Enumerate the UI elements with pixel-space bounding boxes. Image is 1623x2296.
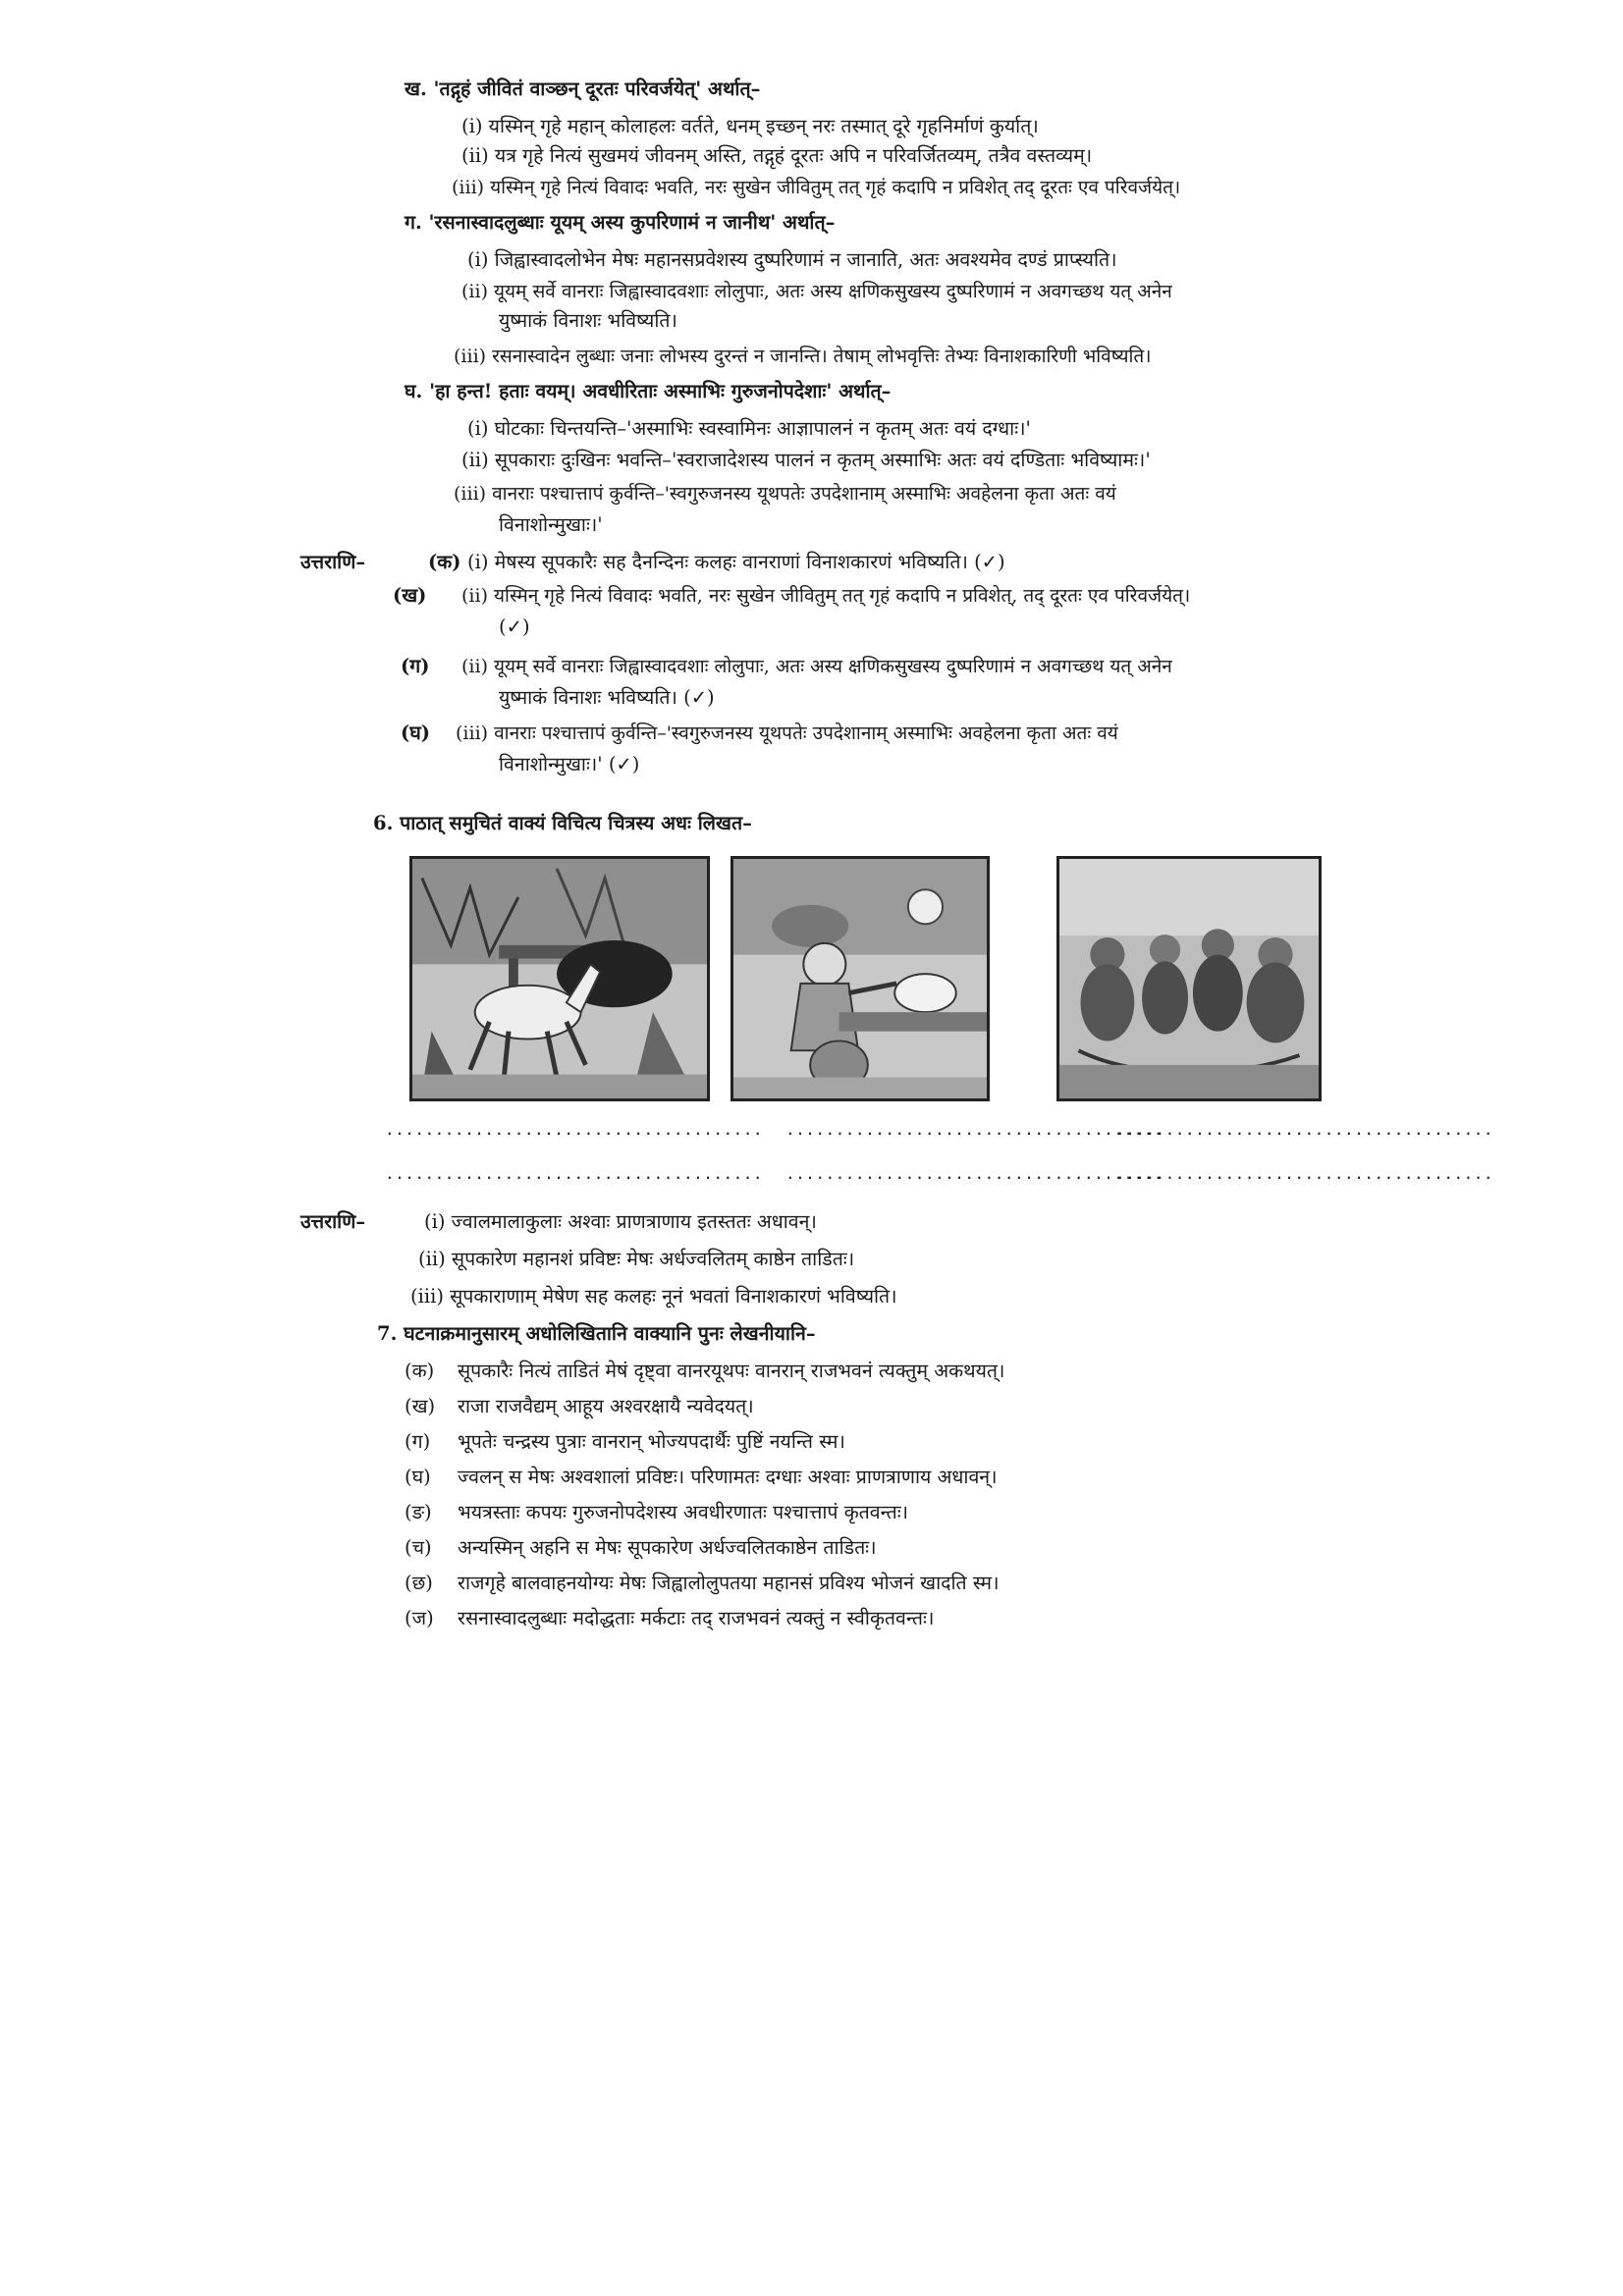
q7-item-tag: (ग) [405,1430,431,1453]
answer-text: (✓) [499,615,530,638]
horses-fleeing-fire-image [409,856,710,1101]
q5-kha-option: (i) यस्मिन् गृहे महान् कोलाहलः वर्तते, धनम् इच्छन् नरः तस्मात् दूरे गृहनिर्माणं कुर्यात्। [461,115,1039,137]
q7-item-tag: (क) [405,1360,435,1382]
q7-item-tag: (ख) [405,1395,436,1417]
q5-kha-heading: ख. 'तद्गृहं जीवितं वाञ्छन् दूरतः परिवर्जयेत्' अर्थात्– [405,78,761,100]
q7-item-tag: (छ) [405,1572,433,1594]
answer-blank-line: ...................................... [1115,1164,1494,1183]
q5-ga-option: (iii) रसनास्वादेन लुब्धाः जनाः लोभस्य दुरन्तं न जानन्ति। तेषाम् लोभवृत्तिः तेभ्यः विनाशकारिणी भविष्यति। [454,346,1152,367]
answers-label: उत्तराणि– [300,551,366,573]
answer-text: (ii) यूयम् सर्वे वानराः जिह्वास्वादवशाः लोलुपाः, अतः अस्य क्षणिकसुखस्य दुष्परिणामं न अवगच्छथ यत् अनेन [461,656,1172,677]
q5-kha-option: (iii) यस्मिन् गृहे नित्यं विवादः भवति, नरः सुखेन जीवितुम् तत् गृहं कदापि न प्रविशेत् तद् दूरतः एव परिवर्जयेत्। [452,177,1181,198]
q5-gha-option: (i) घोटकाः चिन्तयन्ति–'अस्माभिः स्वस्वामिनः आज्ञापालनं न कृतम् अतः वयं दग्धाः।' [467,417,1031,440]
q5-gha-option: विनाशोन्मुखाः।' [499,513,603,536]
monkeys-group-image [1056,856,1322,1101]
q6-heading: 6. पाठात् समुचितं वाक्यं विचित्य चित्रस्य अधः लिखत– [373,812,752,834]
answer-blank-line: ...................................... [785,1164,1164,1183]
answer-text: (ii) यस्मिन् गृहे नित्यं विवादः भवति, नरः सुखेन जीवितुम् तत् गृहं कदापि न प्रविशेत्, तद् दूरतः एव परिवर्जयेत्। [461,585,1191,607]
q7-item-text: रसनास्वादलुब्धाः मदोद्धताः मर्कटाः तद् राजभवनं त्यक्तुं न स्वीकृतवन्तः। [458,1607,935,1629]
q7-item-text: अन्यस्मिन् अहनि स मेषः सूपकारेण अर्धज्वलितकाष्ठेन ताडितः। [458,1536,877,1559]
q5-kha-option: (ii) यत्र गृहे नित्यं सुखमयं जीवनम् अस्ति, तद्गृहं दूरतः अपि न परिवर्जितव्यम्, तत्रैव वस्तव्यम्। [461,144,1093,167]
cook-striking-ram-image [730,856,990,1101]
q7-item-text: राजगृहे बालवाहनयोग्यः मेषः जिह्वालोलुपतया महानसं प्रविश्य भोजनं खादति स्म। [458,1572,1000,1594]
answer-text: (iii) सूपकाराणाम् मेषेण सह कलहः नूनं भवतां विनाशकारणं भविष्यति। [410,1285,897,1308]
q7-item-tag: (घ) [405,1466,431,1488]
q5-ga-option: (i) जिह्वास्वादलोभेन मेषः महानसप्रवेशस्य दुष्परिणामं न जानाति, अतः अवश्यमेव दण्डं प्राप्स्यति। [467,248,1117,271]
answer-blank-line: ...................................... [785,1120,1164,1139]
q7-heading: 7. घटनाक्रमानुसारम् अधोलिखितानि वाक्यानि पुनः लेखनीयानि– [377,1322,816,1345]
answer-text: (i) मेषस्य सूपकारैः सह दैनन्दिनः कलहः वानराणां विनाशकारणं भविष्यति। (✓) [467,551,1005,573]
q7-item-tag: (ङ) [405,1501,432,1523]
q5-ga-option: (ii) यूयम् सर्वे वानराः जिह्वास्वादवशाः लोलुपाः, अतः अस्य क्षणिकसुखस्य दुष्परिणामं न अवगच्छथ यत् अनेन [461,281,1172,302]
q7-item-tag: (ज) [405,1607,434,1629]
answer-blank-line: ...................................... [385,1164,764,1183]
q5-gha-heading: घ. 'हा हन्त! हताः वयम्। अवधीरिताः अस्माभिः गुरुजनोपदेशाः' अर्थात्– [405,380,892,402]
answer-text: (iii) वानराः पश्चात्तापं कुर्वन्ति–'स्वगुरुजनस्य यूथपतेः उपदेशानाम् अस्माभिः अवहेलना कृता अतः वयं [456,722,1118,744]
answer-tag: (घ) [401,721,430,744]
answer-blank-line: ...................................... [1115,1120,1494,1139]
q5-ga-heading: ग. 'रसनास्वादलुब्धाः यूयम् अस्य कुपरिणामं न जानीथ' अर्थात्– [405,211,836,234]
answers-label: उत्तराणि– [300,1210,366,1233]
answer-text: (ii) सूपकारेण महानशं प्रविष्टः मेषः अर्धज्वलितम् काष्ठेन ताडितः। [418,1248,855,1270]
q5-ga-option: युष्माकं विनाशः भविष्यति। [499,309,677,332]
q7-item-text: राजा राजवैद्यम् आहूय अश्वरक्षायै न्यवेदयत्। [458,1395,754,1417]
answer-text: युष्माकं विनाशः भविष्यति। (✓) [499,686,715,709]
q7-item-text: भूपतेः चन्द्रस्य पुत्राः वानरान् भोज्यपदार्थैः पुष्टिं नयन्ति स्म। [458,1430,845,1453]
q7-item-text: ज्वलन् स मेषः अश्वशालां प्रविष्टः। परिणामतः दग्धाः अश्वाः प्राणत्राणाय अधावन्। [458,1466,998,1488]
answer-text: विनाशोन्मुखाः।' (✓) [499,753,640,775]
q7-item-text: सूपकारैः नित्यं ताडितं मेषं दृष्ट्वा वानरयूथपः वानरान् राजभवनं त्यक्तुम् अकथयत्। [458,1360,1005,1382]
answer-tag: (ग) [401,655,430,677]
q7-item-text: भयत्रस्ताः कपयः गुरुजनोपदेशस्य अवधीरणातः पश्चात्तापं कृतवन्तः। [458,1501,909,1523]
answer-blank-line: ...................................... [385,1120,764,1139]
q5-gha-option: (ii) सूपकाराः दुःखिनः भवन्ति–'स्वराजादेशस्य पालनं न कृतम् अस्माभिः अतः वयं दण्डिताः भविष्यामः।' [461,449,1151,471]
answer-tag: (क) [428,551,461,573]
answer-text: (i) ज्वालमालाकुलाः अश्वाः प्राणत्राणाय इतस्ततः अधावन्। [424,1210,817,1233]
q7-item-tag: (च) [405,1536,432,1559]
answer-tag: (ख) [393,584,427,607]
q5-gha-option: (iii) वानराः पश्चात्तापं कुर्वन्ति–'स्वगुरुजनस्य यूथपतेः उपदेशानाम् अस्माभिः अवहेलना कृता अतः वयं [454,483,1116,505]
